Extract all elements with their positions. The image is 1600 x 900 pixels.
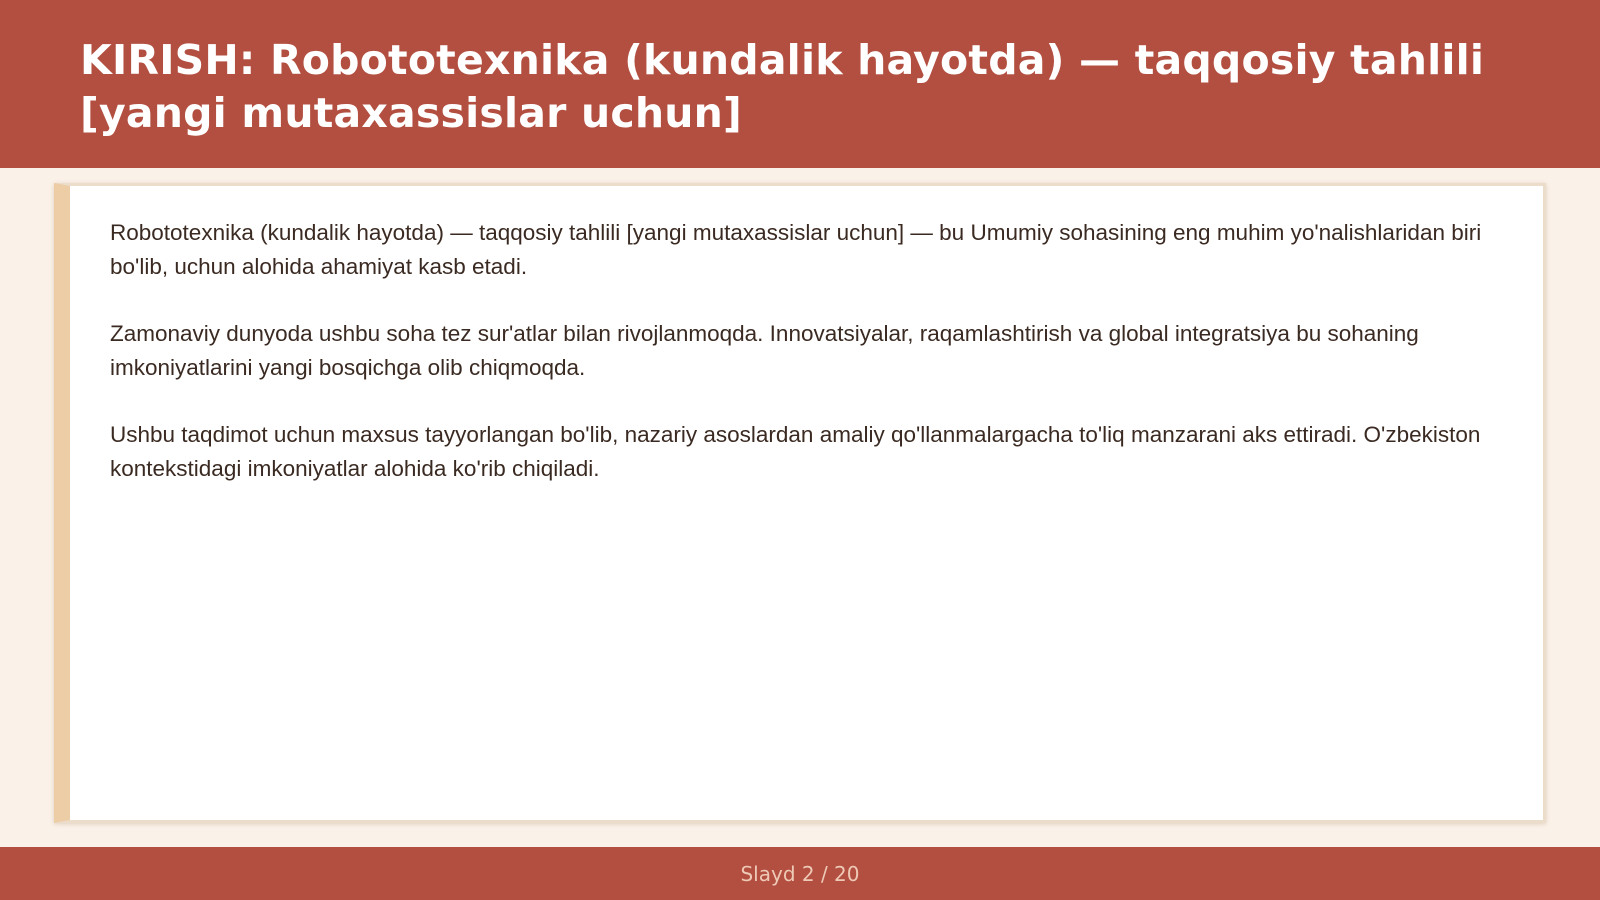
slide-header [0, 0, 1600, 168]
slide-number: Slayd 2 / 20 [740, 861, 860, 886]
intro-paragraph: Robototexnika (kundalik hayotda) — taqqosiy tahlili [yangi mutaxassislar uchun] — bu Umumiy sohasining eng muhim yo'nalishlaridan biri bo'lib, uchun alohida ahamiyat kasb etadi. [110, 220, 1482, 279]
modern-world-paragraph: Zamonaviy dunyoda ushbu soha tez sur'atlar bilan rivojlanmoqda. Innovatsiyalar, raqamlashtirish va global integratsiya bu sohaning imkoniyatlarini yangi bosqichga olib chiqmoqda. [110, 321, 1419, 380]
content-card [54, 183, 1546, 823]
slide-title: KIRISH: Robototexnika (kundalik hayotda) — taqqosiy tahlili [yangi mutaxassislar uchun] [80, 36, 1485, 137]
slide-footer [0, 847, 1600, 900]
presentation-paragraph: Ushbu taqdimot uchun maxsus tayyorlangan bo'lib, nazariy asoslardan amaliy qo'llanmalargacha to'liq manzarani aks ettiradi. O'zbekiston kontekstidagi imkoniyatlar alohida ko'rib chiqiladi. [110, 422, 1481, 481]
